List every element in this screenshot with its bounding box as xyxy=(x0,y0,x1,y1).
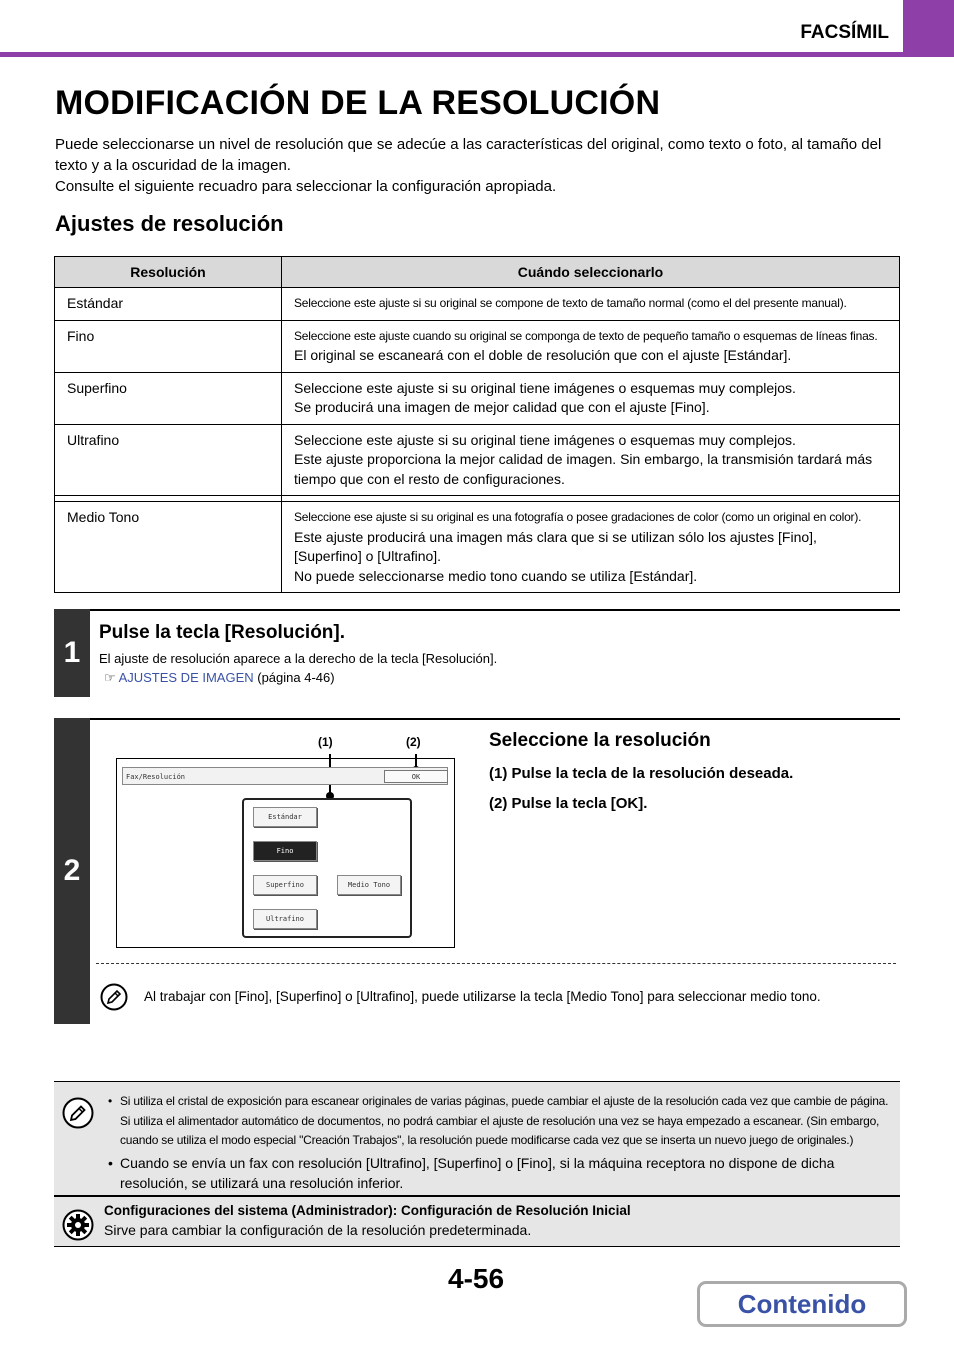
notes-divider xyxy=(54,1195,900,1197)
intro-line-1: Puede seleccionarse un nivel de resolución que se adecúe a las características del original, como texto o foto, al tamaño del texto y a la oscuridad de la imagen. xyxy=(55,136,882,174)
header-accent-block xyxy=(903,0,954,57)
resolution-description xyxy=(282,424,900,496)
step-number: 2 xyxy=(54,718,90,1024)
notes-box xyxy=(54,1081,900,1247)
callout-1: (1) xyxy=(318,735,333,749)
note-item: • Cuando se envía un fax con resolución [Ultrafino], [Superfino] o [Fino], si la máquina receptora no dispone de dicha resolución, se utilizará una resolución inferior. xyxy=(108,1153,894,1193)
resolution-name: Fino xyxy=(55,320,282,372)
step-title: Pulse la tecla [Resolución]. xyxy=(99,622,346,643)
description-line: Seleccione este ajuste cuando su original se componga de texto de pequeño tamaño o esquemas de líneas finas. xyxy=(294,328,878,343)
resolution-name: Estándar xyxy=(55,288,282,321)
description-line: Seleccione este ajuste si su original se compone de texto de tamaño normal (como el del presente manual). xyxy=(294,296,847,310)
header-accent-bar xyxy=(0,52,903,57)
substep-1: (1) Pulse la tecla de la resolución deseada. xyxy=(489,765,794,782)
table-row xyxy=(55,320,900,372)
resolution-description xyxy=(282,320,900,372)
ultrafino-button[interactable]: Ultrafino xyxy=(253,909,317,929)
description-line: Este ajuste producirá una imagen más clara que si se utilizan sólo los ajustes [Fino], [Superfino] o [Ultrafino]. xyxy=(294,528,817,564)
resolution-name: Superfino xyxy=(55,372,282,424)
table-row xyxy=(55,424,900,496)
reference xyxy=(104,670,335,686)
ajustes-imagen-link[interactable]: AJUSTES DE IMAGEN xyxy=(118,670,254,685)
notes-list xyxy=(108,1092,894,1193)
gear-icon xyxy=(62,1209,94,1241)
column-header-when: Cuándo seleccionarlo xyxy=(282,257,900,288)
column-header-resolution: Resolución xyxy=(55,257,282,288)
description-line: No puede seleccionarse medio tono cuando se utiliza [Estándar]. xyxy=(294,567,698,584)
step-2 xyxy=(54,718,900,1024)
page-title: MODIFICACIÓN DE LA RESOLUCIÓN xyxy=(55,84,661,122)
section-subtitle: Ajustes de resolución xyxy=(55,211,284,236)
estandar-button[interactable]: Estándar xyxy=(253,807,317,827)
resolution-description xyxy=(282,372,900,424)
step-1 xyxy=(54,609,900,697)
screen-title: Fax/Resolución xyxy=(122,767,448,785)
note-line: • Si utiliza el cristal de exposición para escanear originales de varias páginas, puede cambiar el ajuste de la resolución cada vez que cambie de página. xyxy=(120,1094,889,1108)
description-line: El original se escaneará con el doble de resolución que con el ajuste [Estándar]. xyxy=(294,347,792,363)
step-description: El ajuste de resolución aparece a la derecho de la tecla [Resolución]. xyxy=(99,651,498,666)
table-row xyxy=(55,502,900,593)
substep-2: (2) Pulse la tecla [OK]. xyxy=(489,795,648,812)
step-title: Seleccione la resolución xyxy=(489,730,711,751)
resolution-panel xyxy=(242,798,412,938)
page-number: 4-56 xyxy=(448,1263,505,1294)
resolution-name: Ultrafino xyxy=(55,424,282,496)
reference-page: (página 4-46) xyxy=(253,670,335,685)
callout-2: (2) xyxy=(406,735,421,749)
resolution-table xyxy=(54,256,900,593)
system-settings-title: Configuraciones del sistema (Administrador): Configuración de Resolución Inicial xyxy=(104,1203,631,1218)
resolution-name: Medio Tono xyxy=(55,502,282,593)
pencil-icon xyxy=(100,983,128,1011)
resolution-description xyxy=(282,288,900,321)
system-settings-description: Sirve para cambiar la configuración de la resolución predeterminada. xyxy=(104,1222,532,1238)
description-line: Seleccione este ajuste si su original tiene imágenes o esquemas muy complejos. xyxy=(294,379,796,396)
intro-text xyxy=(55,134,895,197)
step-rule xyxy=(90,609,900,611)
description-line: Seleccione este ajuste si su original tiene imágenes o esquemas muy complejos. xyxy=(294,431,796,448)
contents-button[interactable]: Contenido xyxy=(697,1281,907,1327)
resolution-description xyxy=(282,502,900,593)
superfino-button[interactable]: Superfino xyxy=(253,875,317,895)
table-header-row xyxy=(55,257,900,288)
note-item xyxy=(108,1092,894,1151)
fino-button[interactable]: Fino xyxy=(253,841,317,861)
ok-button[interactable]: OK xyxy=(384,770,448,783)
description-line: Seleccione ese ajuste si su original es una fotografía o posee gradaciones de color (como un original en color). xyxy=(294,510,862,524)
dotted-divider xyxy=(96,963,896,964)
note-line: Si utiliza el alimentador automático de documentos, no podrá cambiar el ajuste de resolución una vez se haya empezado a escanear. (Sin embargo, cuando se utiliza el modo especial "Creación Trabajos", la resolución puede modificarse cada vez que se inserta un nuevo juego de originales.) xyxy=(120,1113,880,1147)
table-row xyxy=(55,372,900,424)
description-line: Este ajuste proporciona la mejor calidad de imagen. Sin embargo, la transmisión tardará más tiempo que con el resto de configuraciones. xyxy=(294,451,873,487)
resolution-screen xyxy=(116,758,455,948)
table-row xyxy=(55,288,900,321)
intro-line-2: Consulte el siguiente recuadro para seleccionar la configuración apropiada. xyxy=(55,178,557,195)
medio-tono-button[interactable]: Medio Tono xyxy=(337,875,401,895)
pointing-hand-icon: ☞ xyxy=(104,670,116,685)
halftone-note: Al trabajar con [Fino], [Superfino] o [Ultrafino], puede utilizarse la tecla [Medio Tono] para seleccionar medio tono. xyxy=(144,989,821,1004)
pencil-icon xyxy=(62,1097,94,1129)
step-number: 1 xyxy=(54,609,90,697)
step-rule xyxy=(90,718,900,720)
description-line: Se producirá una imagen de mejor calidad que con el ajuste [Fino]. xyxy=(294,399,710,415)
section-label: FACSÍMIL xyxy=(800,22,889,43)
